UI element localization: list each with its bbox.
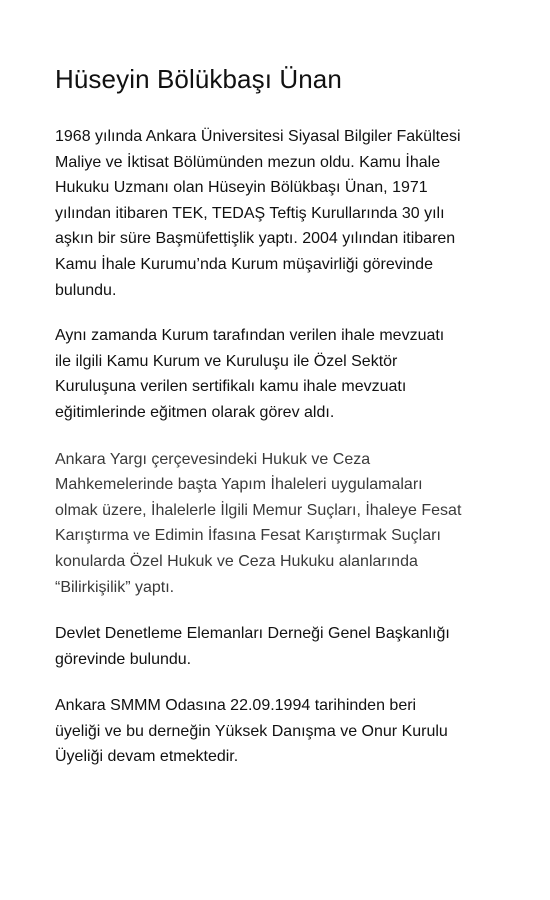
paragraph-membership: Ankara SMMM Odasına 22.09.1994 tarihinden beri üyeliği ve bu derneğin Yüksek Danışma ve Onur Kurulu Üyeliği devam etmektedir. [55,697,448,766]
paragraph-expert-witness: Ankara Yargı çerçevesindeki Hukuk ve Ceza Mahkemelerinde başta Yapım İhaleleri uygulamaları olmak üzere, İhalelerle İlgili Memur Suçları, İhaleye Fesat Karıştırma ve Edimin İfasına Fesat Karıştırmak Suçları konularda Özel Hukuk ve Ceza Hukuku alanlarında “Bilirkişilik” yaptı. [55,450,462,596]
page-title: Hüseyin Bölükbaşı Ünan [55,64,342,94]
paragraph-education: 1968 yılında Ankara Üniversitesi Siyasal Bilgiler Fakültesi Maliye ve İktisat Bölümünden mezun oldu. Kamu İhale Hukuku Uzmanı olan Hüseyin Bölükbaşı Ünan, 1971 yılından itibaren TEK, TEDAŞ Teftiş Kurullarında 30 yılı aşkın bir süre Başmüfettişlik yaptı. 2004 yılından itibaren Kamu İhale Kurumu’nda Kurum müşavirliği görevinde bulundu. [55,128,461,299]
paragraph-training: Aynı zamanda Kurum tarafından verilen ihale mevzuatı ile ilgili Kamu Kurum ve Kuruluşu ile Özel Sektör Kuruluşuna verilen sertifikalı kamu ihale mevzuatı eğitimlerinde eğitmen olarak görev aldı. [55,327,445,421]
paragraph-association: Devlet Denetleme Elemanları Derneği Genel Başkanlığı görevinde bulundu. [55,625,450,668]
document-page [55,62,505,770]
